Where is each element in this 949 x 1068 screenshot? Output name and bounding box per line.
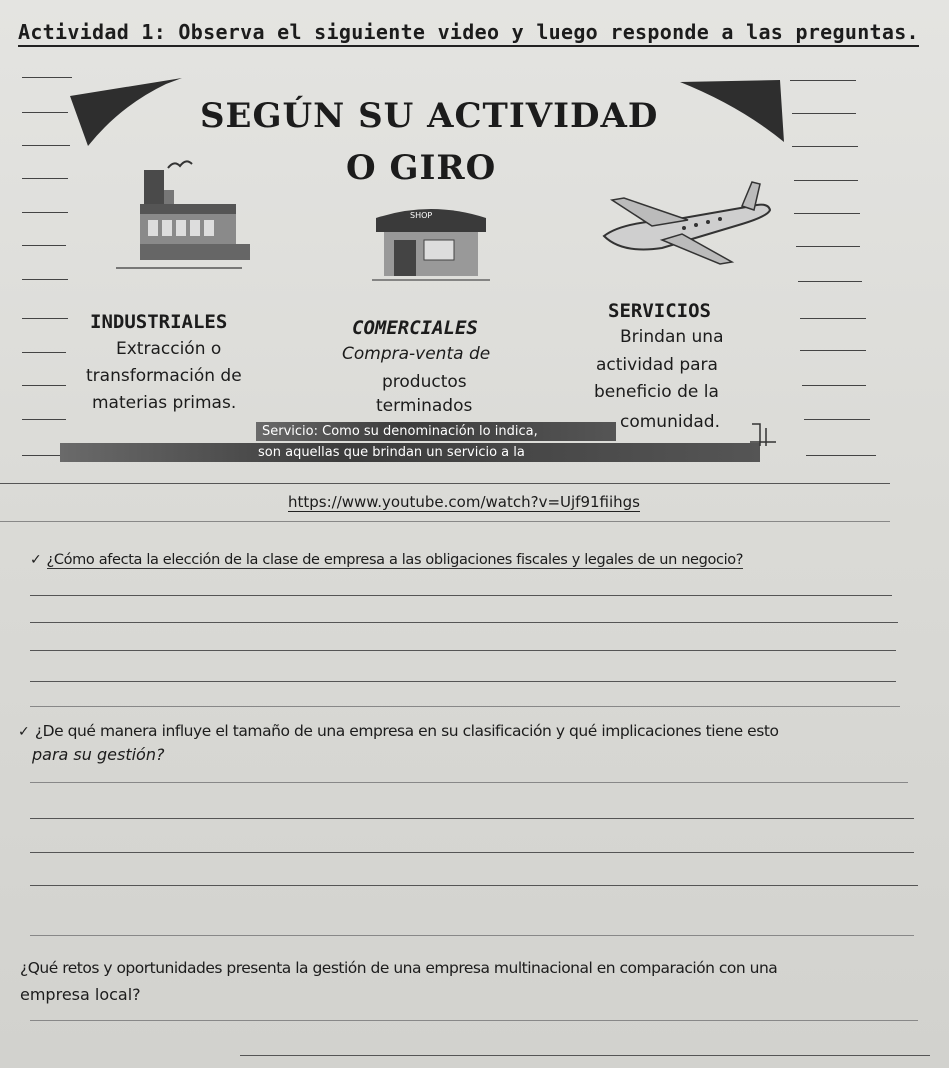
answer-line	[30, 595, 892, 596]
question-1	[30, 550, 743, 568]
answer-line	[30, 885, 918, 886]
airplane-icon	[592, 176, 782, 276]
margin-line	[22, 419, 66, 420]
shop-sign: SHOP	[410, 211, 433, 220]
answer-line	[0, 521, 890, 522]
video-link[interactable]: https://www.youtube.com/watch?v=Ujf91fiihgs	[288, 493, 640, 511]
margin-line	[22, 245, 66, 246]
margin-line	[796, 246, 860, 247]
checkmark-icon: ✓	[18, 724, 30, 740]
checkmark-icon: ✓	[30, 552, 42, 568]
infographic-heading-line2: O GIRO	[346, 148, 497, 188]
margin-line	[802, 385, 866, 386]
comerciales-desc-3: terminados	[376, 396, 473, 416]
comerciales-desc-2: productos	[382, 372, 467, 392]
margin-line	[806, 455, 876, 456]
servicio-banner-line1	[256, 422, 616, 441]
answer-line	[30, 935, 914, 936]
section-divider	[0, 483, 890, 484]
margin-line	[22, 212, 68, 213]
factory-icon	[110, 150, 260, 280]
question-2	[18, 721, 779, 740]
answer-line	[30, 852, 914, 853]
column-icon	[748, 420, 778, 450]
answer-line	[30, 622, 898, 623]
question-2-text-line2: para su gestión?	[32, 745, 165, 764]
answer-line	[30, 818, 914, 819]
margin-line	[22, 112, 68, 113]
answer-line	[30, 650, 896, 651]
answer-line	[30, 681, 896, 682]
question-2-text-line1: ¿De qué manera influye el tamaño de una empresa en su clasificación y qué implicaciones tiene esto	[34, 722, 779, 740]
margin-line	[22, 385, 66, 386]
margin-line	[790, 80, 856, 81]
margin-line	[792, 146, 858, 147]
category-industriales: INDUSTRIALES	[90, 311, 228, 333]
industriales-desc-2: transformación de	[86, 366, 242, 386]
activity-title: Actividad 1: Observa el siguiente video y luego responde a las preguntas.	[18, 20, 919, 47]
banner-text-1: Servicio: Como su denominación lo indica,	[262, 424, 538, 439]
industriales-desc-1: Extracción o	[116, 339, 222, 359]
question-3-text-line1: ¿Qué retos y oportunidades presenta la gestión de una empresa multinacional en comparación con una	[20, 959, 778, 977]
margin-line	[22, 77, 72, 78]
banner-text-2: son aquellas que brindan un servicio a la	[258, 445, 525, 460]
margin-line	[22, 352, 66, 353]
margin-line	[800, 318, 866, 319]
servicio-banner-line2	[60, 443, 760, 462]
category-comerciales: COMERCIALES	[352, 317, 478, 339]
margin-line	[22, 279, 68, 280]
margin-line	[22, 178, 68, 179]
margin-line	[792, 113, 856, 114]
margin-line	[794, 180, 858, 181]
question-1-text: ¿Cómo afecta la elección de la clase de empresa a las obligaciones fiscales y legales de un negocio?	[46, 552, 744, 568]
infographic-heading-line1: SEGÚN SU ACTIVIDAD	[200, 96, 659, 136]
margin-line	[804, 419, 870, 420]
margin-line	[800, 350, 866, 351]
industriales-desc-3: materias primas.	[92, 393, 237, 413]
category-servicios: SERVICIOS	[608, 300, 711, 322]
servicios-desc-1: Brindan una	[620, 327, 724, 347]
answer-line	[240, 1055, 930, 1056]
servicios-desc-4: comunidad.	[620, 412, 720, 432]
servicios-desc-3: beneficio de la	[594, 382, 719, 402]
left-swoosh-icon	[70, 76, 190, 156]
answer-line	[30, 706, 900, 707]
margin-line	[22, 318, 68, 319]
question-3-text-line2: empresa local?	[20, 985, 141, 1004]
servicios-desc-2: actividad para	[596, 355, 718, 375]
margin-line	[22, 145, 70, 146]
answer-line	[30, 1020, 918, 1021]
answer-line	[30, 782, 908, 783]
shop-icon	[366, 198, 496, 298]
margin-line	[794, 213, 860, 214]
right-swoosh-icon	[680, 76, 790, 156]
margin-line	[798, 281, 862, 282]
comerciales-desc-1: Compra-venta de	[342, 344, 491, 364]
